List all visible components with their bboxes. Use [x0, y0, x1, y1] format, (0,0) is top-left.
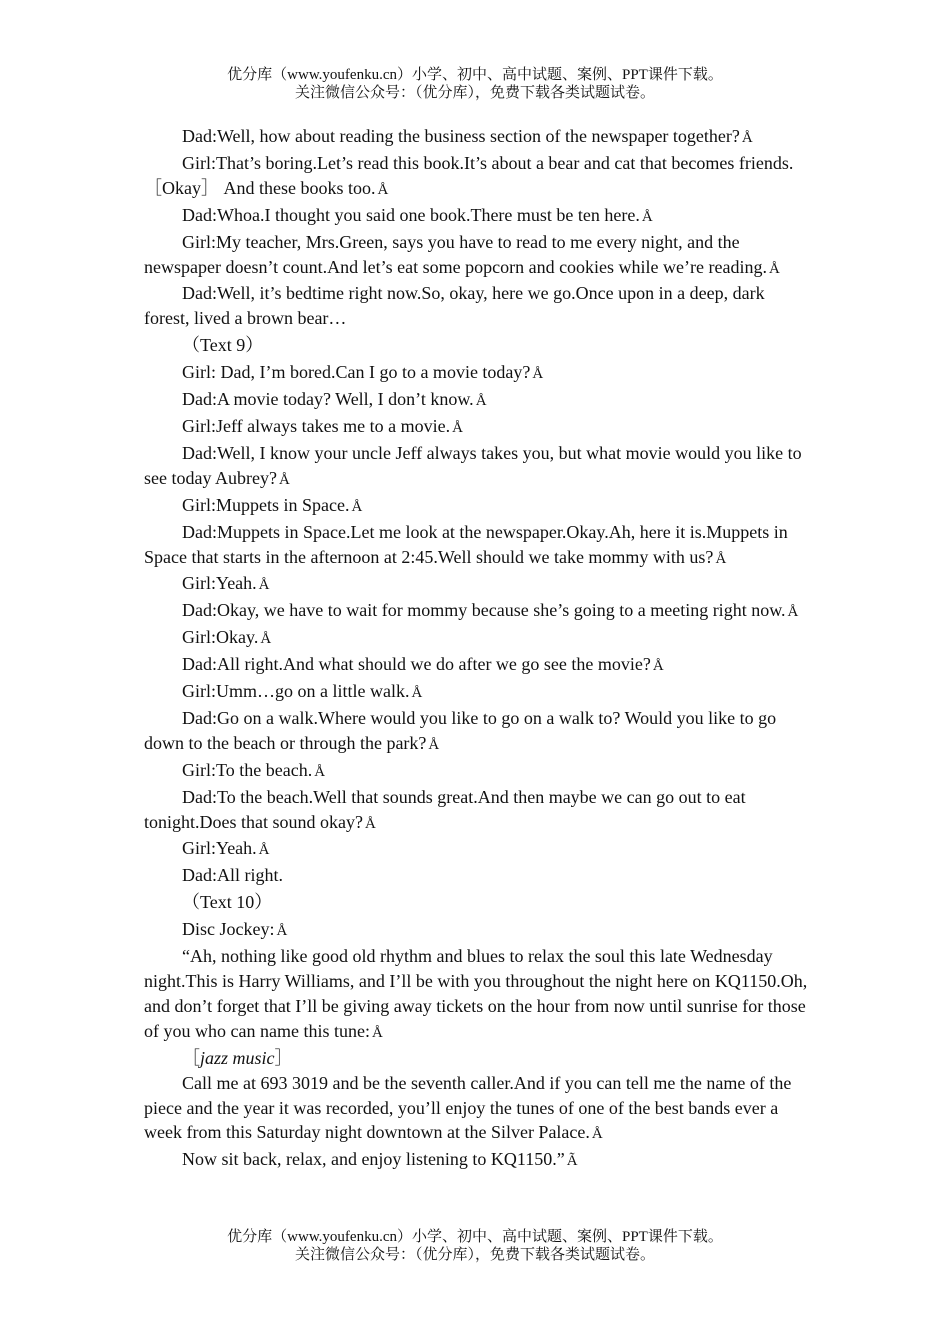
paragraph-mark: Å	[741, 130, 753, 146]
paragraph-text: Girl:Yeah.	[182, 838, 257, 859]
paragraph-text: Dad:All right.	[182, 865, 283, 886]
paragraph	[144, 652, 808, 679]
paragraph	[144, 598, 808, 625]
paragraph-text: Now sit back, relax, and enjoy listening to KQ1150.”	[182, 1149, 565, 1170]
paragraph-text: （Text 10）	[182, 892, 273, 913]
paragraph-mark: Å	[351, 498, 363, 515]
bracket-close: ］	[274, 1047, 293, 1068]
paragraph	[144, 281, 808, 333]
paragraph-mark: Å	[371, 1024, 383, 1041]
paragraph	[144, 1071, 808, 1148]
paragraph-mark: Å	[768, 260, 780, 277]
paragraph-text: Girl: Dad, I’m bored.Can I go to a movie today?	[182, 362, 531, 383]
section-heading-text-9	[144, 333, 808, 360]
paragraph-mark: Å	[475, 393, 487, 410]
paragraph	[144, 917, 808, 944]
section-heading-text-10	[144, 890, 808, 917]
document-body	[144, 124, 808, 1174]
paragraph-text: Girl:Jeff always takes me to a movie.	[182, 415, 451, 436]
page-header	[0, 66, 950, 102]
paragraph-mark: Å	[652, 658, 664, 675]
header-line-2: 关注微信公众号：（优分库），免费下载各类试题试卷。	[294, 85, 655, 101]
paragraph-text: Dad:Well, it’s bedtime right now.So, okay, here we go.Once upon in a deep, dark forest, lived a brown bear…	[144, 283, 765, 329]
paragraph-text: （Text 9）	[182, 335, 264, 356]
paragraph-mark: Å	[314, 763, 326, 780]
paragraph	[144, 230, 808, 282]
paragraph	[144, 1147, 808, 1174]
paragraph-text: Girl:Yeah.	[182, 573, 257, 594]
paragraph-text: Dad:Well, how about reading the business section of the newspaper together?	[182, 126, 740, 146]
paragraph	[144, 758, 808, 785]
paragraph-mark: Å	[260, 631, 272, 648]
paragraph-text: Girl:Umm…go on a little walk.	[182, 681, 410, 702]
paragraph	[144, 944, 808, 1046]
paragraph-text: “Ah, nothing like good old rhythm and blues to relax the soul this late Wednesday night.This is Harry Williams, and I’ll be with you throughout the night here on KQ1150.Oh, and don’t forget that I’ll be giving away tickets on the hour from now until sunrise for those of you who can name this tune:	[144, 946, 808, 1041]
paragraph-mark: Å	[452, 419, 463, 436]
paragraph	[144, 151, 808, 203]
paragraph-mark: Å	[591, 1126, 603, 1143]
paragraph	[144, 863, 808, 890]
paragraph-text: Girl:To the beach.	[182, 759, 313, 780]
header-line-1: 优分库（www.youfenku.cn）小学、初中、高中试题、案例、PPT课件下载。	[227, 67, 723, 83]
paragraph	[144, 679, 808, 706]
paragraph	[144, 360, 808, 387]
paragraph-mark: Å	[411, 685, 423, 702]
paragraph	[144, 520, 808, 572]
paragraph	[144, 785, 808, 837]
paragraph-mark: Å	[532, 366, 544, 383]
paragraph-mark: Å	[787, 604, 799, 621]
paragraph	[144, 836, 808, 863]
paragraph-text: Girl:That’s boring.Let’s read this book.It’s about a bear and cat that becomes friends.［Okay］ And these books too.	[144, 152, 794, 198]
paragraph-text: Disc Jockey:	[182, 919, 275, 940]
paragraph-text: Dad:Okay, we have to wait for mommy because she’s going to a meeting right now.	[182, 600, 786, 621]
paragraph-text: Dad:Well, I know your uncle Jeff always takes you, but what movie would you like to see today Aubrey?	[144, 442, 802, 488]
page-footer	[0, 1228, 950, 1264]
paragraph-text: Call me at 693 3019 and be the seventh caller.And if you can tell me the name of the piece and the year it was recorded, you’ll enjoy the tunes of one of the best bands ever a week from this Saturday night downtown at the Silver Palace.	[144, 1072, 792, 1143]
paragraph-mark: Å	[258, 842, 270, 859]
paragraph-text: Dad:Go on a walk.Where would you like to go on a walk to? Would you like to go down to the beach or through the park?	[144, 707, 777, 753]
paragraph	[144, 441, 808, 493]
paragraph-mark: Ã	[566, 1153, 578, 1170]
paragraph	[144, 571, 808, 598]
paragraph	[144, 124, 808, 151]
paragraph-text: Dad:Whoa.I thought you said one book.There must be ten here.	[182, 204, 640, 225]
paragraph	[144, 625, 808, 652]
paragraph-mark: Å	[428, 736, 440, 753]
paragraph-text: Dad:All right.And what should we do after we go see the movie?	[182, 654, 651, 675]
paragraph-mark: Å	[258, 577, 270, 594]
footer-line-2: 关注微信公众号：（优分库），免费下载各类试题试卷。	[294, 1247, 655, 1263]
paragraph-text: Girl:My teacher, Mrs.Green, says you have to read to me every night, and the newspaper doesn’t count.And let’s eat some popcorn and cookies while we’re reading.	[144, 231, 767, 277]
paragraph-mark: Å	[364, 815, 376, 832]
paragraph	[144, 493, 808, 520]
paragraph-text: Dad:Muppets in Space.Let me look at the newspaper.Okay.Ah, here it is.Muppets in Space that starts in the afternoon at 2:45.Well should we take mommy with us?	[144, 521, 788, 567]
paragraph	[144, 203, 808, 230]
paragraph-text: Dad:To the beach.Well that sounds great.And then maybe we can go out to eat tonight.Does that sound okay?	[144, 786, 746, 832]
paragraph	[144, 387, 808, 414]
paragraph-mark: Å	[278, 471, 290, 488]
paragraph-text: Girl:Muppets in Space.	[182, 494, 350, 515]
paragraph	[144, 706, 808, 758]
paragraph-mark: Å	[276, 923, 288, 940]
paragraph-mark: Å	[377, 181, 389, 198]
jazz-music-cue	[144, 1046, 808, 1071]
paragraph	[144, 414, 808, 441]
paragraph-text: Dad:A movie today? Well, I don’t know.	[182, 389, 474, 410]
cue-text: jazz music	[200, 1047, 275, 1068]
paragraph-mark: Å	[641, 208, 653, 225]
paragraph-mark: Å	[715, 550, 727, 567]
footer-line-1: 优分库（www.youfenku.cn）小学、初中、高中试题、案例、PPT课件下载。	[227, 1229, 723, 1245]
paragraph-text: Girl:Okay.	[182, 627, 259, 648]
bracket-open: ［	[182, 1047, 200, 1068]
